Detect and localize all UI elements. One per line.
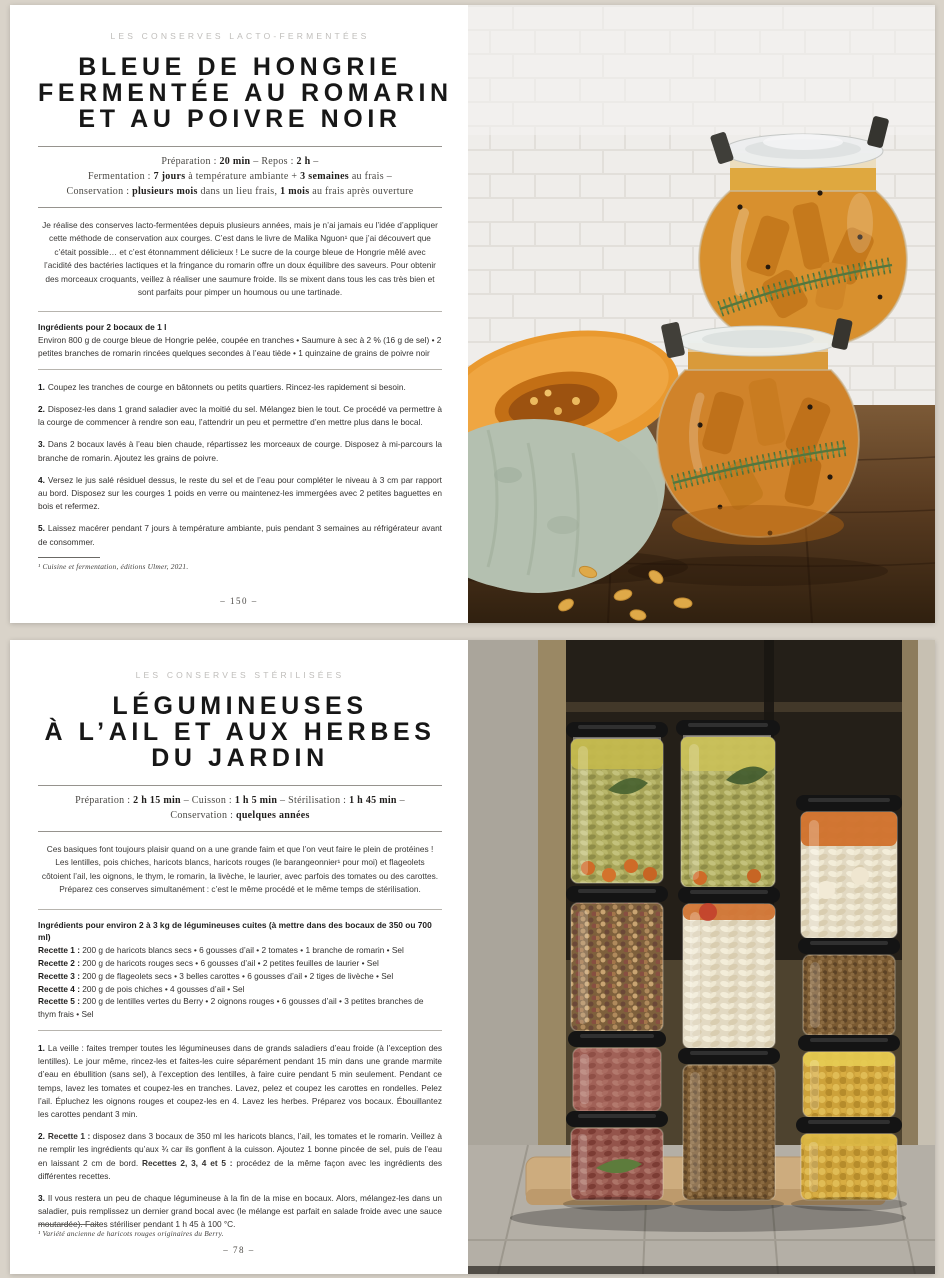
jar-flageolets-middle — [676, 720, 780, 887]
recipe-intro: Je réalise des conserves lacto-fermentées depuis plusieurs années, mais je n’ai jamais eu l’idée d’appliquer cette méthode de conservation aux courges. C’est dans le livre de Malika Nguon¹ que j’ai découvert que c’était possible… et c’est étonnamment délicieux ! Le sucre de la courge bleue de Hongrie mêlé avec l’acidité des bactéries lactiques et la fringance du romarin offre un doux équilibre des saveurs. Pour obtenir des morceaux croquants, veillez à réaliser une saumure froide. Ils se mixent dans tous les cas très bien et sont parfaits pour pimper un houmous ou une tartinade. — [42, 220, 438, 298]
steps-section — [38, 1042, 442, 1232]
step-text: Laissez macérer pendant 7 jours à température ambiante, puis pendant 3 semaines au réfrigérateur avant de consommer. — [38, 523, 442, 547]
ingredient-line: Recette 2 : 200 g de haricots rouges secs • 6 gousses d’ail • 2 petites feuilles de laurier • Sel — [38, 958, 379, 969]
book-spread-top — [10, 5, 935, 623]
jar-white-beans — [678, 887, 780, 1048]
footnote: ¹ Variété ancienne de haricots rouges originaires du Berry. — [38, 1229, 224, 1238]
step — [38, 438, 442, 464]
section-header: LES CONSERVES STÉRILISÉES — [135, 670, 345, 680]
footnote: ¹ Cuisine et fermentation, éditions Ulmer, 2021. — [38, 562, 189, 571]
ingredients-body: Environ 800 g de courge bleue de Hongrie pelée, coupée en tranches • Saumure à sec à 2 % (16 g de sel) • 2 petites branches de romarin rincées quelques secondes à l’eau tiède • 1 quinzaine de grains de poivre noir — [38, 335, 442, 359]
step-number: 2. — [38, 404, 45, 415]
step-number: 1. — [38, 1043, 45, 1053]
jar-brown-lentils — [678, 1048, 780, 1200]
divider-rule — [38, 1030, 442, 1031]
recipe-page-squash — [10, 5, 468, 623]
top-jar — [699, 116, 907, 349]
footnote-block — [38, 557, 428, 571]
divider-rule — [38, 369, 442, 370]
ingredient-line: Recette 3 : 200 g de flageolets secs • 3 belles carottes • 6 gousses d’ail • 2 tiges de livèche • Sel — [38, 970, 394, 981]
page-number: – 150 – — [220, 596, 258, 606]
recipe-title-line: LÉGUMINEUSES — [112, 692, 368, 720]
step-text: Dans 2 bocaux lavés à l’eau bien chaude, répartissez les morceaux de courge. Disposez à mi-parcours la branche de romarin. Ajoutez les grains de poivre. — [38, 439, 442, 463]
step-number: 3. — [38, 1193, 45, 1204]
recipe-meta-box — [38, 146, 442, 208]
step-number: 1. — [38, 381, 45, 392]
footnote-block — [38, 1224, 428, 1238]
ingredients-title: Ingrédients pour 2 bocaux de 1 l — [38, 322, 167, 333]
ingredients-section — [38, 919, 442, 1021]
jar-pink-beans — [568, 1031, 666, 1111]
meta-line: Fermentation : 7 jours à température ambiante + 3 semaines au frais – — [87, 171, 393, 182]
step-text: La veille : faites tremper toutes les légumineuses dans de grands saladiers d’eau froide (à l’exception des lentilles). Le jour même, rincez-les et faites-les cuire séparément pendant 15 min dans une grande marmite d’eau en ébullition (sans sel), à l’exception des lentilles, à faire cuire pendant 5 min seulement. Pendant ce temps, lavez les tomates et coupez-les en tranches. Lavez, pelez et coupez les carottes en rondelles. Pelez l’ail. Épluchez les oignons rouges et coupez-les en 4. Lavez les herbes. Préparez vos bocaux. Ébouillantez les carottes pendant 3 min. — [38, 1043, 442, 1120]
step — [38, 522, 442, 548]
jar-white-beans-carrot — [796, 795, 902, 938]
photo-fermented-squash — [468, 5, 935, 623]
section-header: LES CONSERVES LACTO-FERMENTÉES — [110, 31, 370, 41]
photo-legume-jars — [468, 640, 935, 1274]
divider-rule — [38, 909, 442, 910]
meta-line: Conservation : plusieurs mois dans un lieu frais, 1 mois au frais après ouverture — [66, 186, 414, 197]
step-number: 2. — [38, 1131, 45, 1142]
step-text: Recette 1 : disposez dans 3 bocaux de 350 ml les haricots blancs, l’ail, les tomates et le romarin. Veillez à ne remplir les ingrédients qu’aux ¾ car ils gonflent à la cuisson. Ajoutez 1 bonne pincée de sel, puis de l’eau en laissant 2 cm de bord. Recettes 2, 3, 4 et 5 : procédez de la même façon avec les ingrédients des différentes recettes. — [38, 1131, 442, 1181]
page-content — [10, 640, 468, 1232]
recipe-title-line: FERMENTÉE AU ROMARIN — [38, 79, 453, 107]
recipe-title — [38, 693, 442, 771]
step — [38, 474, 442, 514]
recipe-title-line: DU JARDIN — [151, 744, 329, 772]
jar-lentil-mix — [566, 886, 668, 1031]
meta-line: Préparation : 2 h 15 min – Cuisson : 1 h 5 min – Stérilisation : 1 h 45 min – — [75, 795, 405, 806]
step — [38, 1130, 442, 1183]
jar-flageolets-left — [566, 722, 668, 883]
footnote-rule — [38, 1224, 100, 1225]
step-text: Disposez-les dans 1 grand saladier avec la moitié du sel. Mélangez bien le tout. Ce procédé va permettre à la courge de commencer à rendre son eau, l’attendrir un peu et permettre d’en mettre plus dans le bocal. — [38, 404, 442, 428]
recipe-intro: Ces basiques font toujours plaisir quand on a une grande faim et que l’on veut faire le plein de protéines ! Les lentilles, pois chiches, haricots blancs, haricots rouges (le barangeonnier¹ pour moi) et flageolets côtoient l’ail, les oignons, le thym, le romarin, la livèche, le laurier, avec parfois des tomates ou des carottes. Préparez ces conserves simultanément : c’est le même procédé et le même temps de stérilisation. — [41, 844, 439, 895]
step-number: 5. — [38, 523, 45, 534]
recipe-title-line: ET AU POIVRE NOIR — [78, 105, 402, 133]
photo-legumes-svg — [468, 640, 935, 1274]
footnote-rule — [38, 557, 100, 558]
step-number: 4. — [38, 474, 45, 485]
ingredient-line: Recette 4 : 200 g de pois chiches • 4 gousses d’ail • Sel — [38, 983, 245, 994]
step — [38, 381, 442, 394]
meta-line: Préparation : 20 min – Repos : 2 h – — [161, 156, 319, 167]
page-number: – 78 – — [223, 1245, 255, 1255]
recipe-meta-box — [38, 785, 442, 832]
divider-rule — [38, 311, 442, 312]
recipe-page-legumes — [10, 640, 468, 1274]
recipe-title-line: BLEUE DE HONGRIE — [78, 53, 402, 81]
ingredient-line: Recette 5 : 200 g de lentilles vertes du Berry • 2 oignons rouges • 6 gousses d’ail • 3 petites branches de thym frais • Sel — [38, 996, 424, 1020]
ingredient-line: Recette 1 : 200 g de haricots blancs secs • 6 gousses d’ail • 2 tomates • 1 branche de romarin • Sel — [38, 945, 404, 956]
step-text: Coupez les tranches de courge en bâtonnets ou petits quartiers. Rincez-les rapidement si besoin. — [47, 381, 406, 392]
jar-lentils-right — [798, 938, 900, 1035]
book-spread-bottom — [10, 640, 935, 1274]
jar-red-beans-bayleaf — [566, 1111, 668, 1200]
jar-chickpeas-bottom — [796, 1117, 902, 1200]
recipe-title — [38, 53, 453, 133]
step-text: Il vous restera un peu de chaque légumineuse à la fin de la mise en bocaux. Alors, mélangez-les dans un saladier, puis remplissez un dernier grand bocal avec (le mélange est parfait en salade froide avec une sauce moutardée). Faites stériliser pendant 1 h 45 à 100 °C. — [38, 1193, 442, 1230]
meta-line: Conservation : quelques années — [170, 810, 310, 821]
steps-section — [38, 381, 442, 549]
jar-chickpeas-top — [798, 1035, 900, 1117]
ingredients-section — [38, 321, 442, 359]
ingredients-title: Ingrédients pour environ 2 à 3 kg de légumineuses cuites (à mettre dans des bocaux de 350 ou 700 ml) — [38, 919, 432, 943]
step — [38, 403, 442, 429]
step — [38, 1042, 442, 1121]
step-text: Versez le jus salé résiduel dessus, le reste du sel et de l’eau pour compléter le niveau à 3 cm par rapport au bord. Disposez sur les courges 1 poids en verre ou maintenez-les immergées avec 2 petites baguettes en bois et refermez. — [38, 474, 442, 512]
photo-squash-svg — [468, 5, 935, 623]
recipe-title-line: À L’AIL ET AUX HERBES — [44, 718, 436, 746]
step-number: 3. — [38, 439, 45, 450]
page-content — [10, 5, 468, 549]
